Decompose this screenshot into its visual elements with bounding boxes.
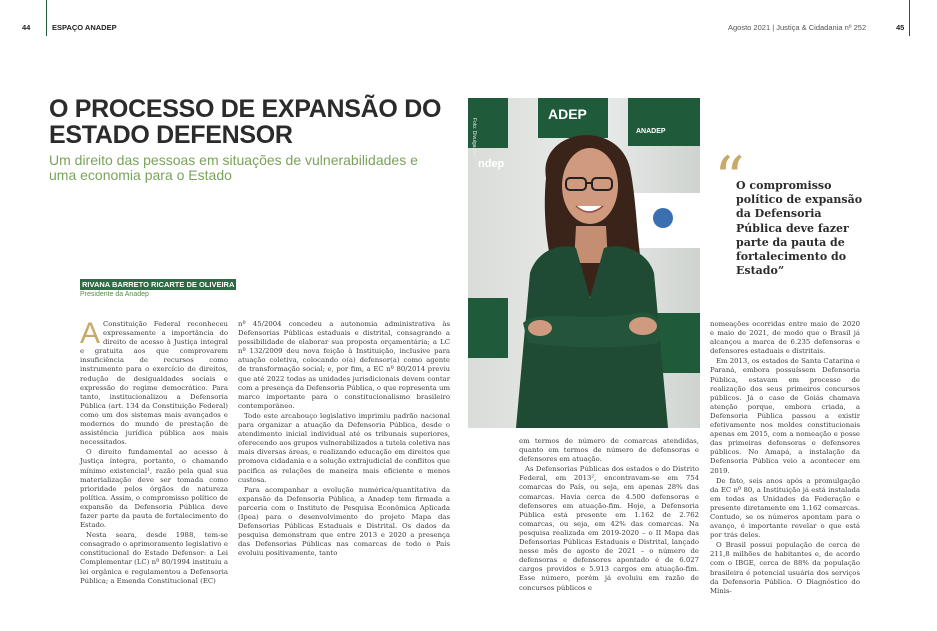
issue-info: Agosto 2021 | Justiça & Cidadania nº 252 (728, 23, 867, 32)
header-rule-left (46, 0, 47, 36)
article-subtitle: Um direito das pessoas em situações de vulnerabilidades e uma economia para o Estado (49, 152, 418, 183)
paragraph: O direito fundamental ao acesso à Justiça íntegra, portanto, o chamando mínimo existencial¹, razão pela qual sua materialização deve ser tomada como prioridade pelos órgãos de natureza política. Assim, o compromisso político de expansão da Defensoria Pública deve fazer parte da pauta de fortalecimento do Estado. (80, 448, 228, 530)
paragraph: nº 45/2004 concedeu a autonomia administrativa às Defensorias Públicas estaduais e distrital, consagrando a possibilidade de elaborar sua proposta orçamentária; a LC nº 132/2009 deu nova feição à Instituição, inclusive para atuação coletiva, colocando o(a) defensor(a) como agente de transformação social; e, por fim, a EC nº 80/2014 previu que até 2022 todas as unidades jurisdicionais devem contar com a presença da Defensoria Pública, o que representa um marco importante para o constitucionalismo brasileiro contemporâneo. (238, 320, 450, 410)
pull-quote: O compromisso político de expansão da Defensoria Pública deve fazer parte da pauta de fortalecimento do Estado” (736, 179, 863, 278)
text-column-1 (80, 317, 228, 587)
paragraph: Em 2013, os estados de Santa Catarina e Paraná, embora possuíssem Defensoria Pública, estavam em processo de realização dos seus primeiros concursos públicos. Já o caso de Goiás chamava atenção porque, embora criada, a Defensoria Pública passou a existir efetivamente nos moldes constitucionais apenas em 2015, com a nomeação e posse das primeiras defensoras e defensores públicos. No Amapá, a instalação da Defensoria Pública veio a acontecer em 2019. (710, 357, 860, 475)
photo-credit: Foto: Divulgação (471, 118, 477, 156)
backdrop-banner: ADEP (548, 106, 587, 122)
paragraph: O Brasil possui população de cerca de 211,8 milhões de habitantes e, de acordo com o IBGE, cerca de 88% da população brasileira é potencial usuária dos serviços da Defensoria Pública. O Diagnóstico do Minis- (710, 541, 860, 595)
page-number-right: 45 (896, 23, 905, 32)
paragraph: Todo este arcabouço legislativo imprimiu padrão nacional para organizar a atuação da Defensoria Pública, desde o atendimento inicial individual até os tribunais superiores, oferecendo aos grupos vulnerabilizados a tutela coletiva nas mais diversas áreas, e realizando educação em direitos que promova cidadania e a solução extrajudicial de conflitos que pacifica as relações de maneira mais eficiente e menos custosa. (238, 411, 450, 484)
quote-mark-icon: “ (714, 144, 745, 214)
paragraph: em termos de número de comarcas atendidas, quanto em termos de número de defensoras e defensores em atuação. (519, 437, 699, 464)
section-label: ESPAÇO ANADEP (52, 23, 117, 32)
author-name: RIVANA BARRETO RICARTE DE OLIVEIRA (82, 280, 235, 289)
paragraph: De fato, seis anos após a promulgação da EC nº 80, a Instituição já está instalada em todas as Unidades da Federação e presente diretamente em 1.162 comarcas. Contudo, se os números apontam para o avanço, é importante revelar o que está por trás deles. (710, 476, 860, 540)
page-number-left: 44 (22, 23, 31, 32)
backdrop-banner-side: ANADEP (636, 128, 666, 135)
article-title: O PROCESSO DE EXPANSÃO DO ESTADO DEFENSOR (49, 95, 442, 149)
paragraph: nomeações ocorridas entre maio de 2020 e maio de 2021, de modo que o Brasil já alcançou a marca de 6.235 defensoras e defensores estaduais e distritais. (710, 320, 860, 356)
drop-cap: A (80, 317, 101, 350)
paragraph: As Defensorias Públicas dos estados e do Distrito Federal, em 2013², encontravam-se em 754 comarcas do País, ou seja, em apenas 28% das comarcas. Havia cerca de 4.500 defensoras e defensores em atuação-fim. Hoje, a Defensoria Pública está presente em 1.162 de 2.762 comarcas, ou seja, em 42% das comarcas. Na pesquisa realizada em 2019-2020 – o II Mapa das Defensorias Públicas Estaduais e Distrital, lançado nesse mês de agosto de 2021 – o número de defensoras e defensores apontado é de 6.027 cargos providos e 5.913 cargos em atuação-fim. Esse número, porém já evoluiu em razão de concursos públicos e (519, 465, 699, 592)
header-rule-right (909, 0, 910, 36)
author-role: Presidente da Anadep (80, 291, 149, 298)
text-column-4 (710, 320, 860, 597)
paragraph: Nesta seara, desde 1988, tem-se consagrado o aprimoramento legislativo e constitucional do Estado Defensor: a Lei Complementar (LC) nº 80/1994 instituiu a lei orgânica e regulamentou a Defensoria Pública; a Emenda Constitucional (EC) (80, 531, 228, 585)
author-photo (468, 98, 700, 428)
backdrop-banner-left: ndep (478, 158, 505, 170)
portrait-illustration (468, 98, 700, 428)
paragraph: Constituição Federal reconheceu expressamente a importância do direito de acesso à Justiça integral e gratuita aos que comprovarem insuficiência de recursos como instrumento para o exercício de direitos, redução de desigualdades sociais e expressão do regime democrático. Para tanto, institucionalizou a Defensoria Pública (art. 134 da Constituição Federal) como um dos sistemas mais avançados e modernos do mundo de prestação de assistência jurídica pública aos mais necessitados. (80, 320, 228, 447)
text-column-3 (519, 437, 699, 594)
text-column-2 (238, 320, 450, 559)
paragraph: Para acompanhar a evolução numérica/quantitativa da expansão da Defensoria Pública, a Anadep tem firmada a parceria com o Instituto de Pesquisa Econômica Aplicada (Ipea) para o desenvolvimento do projeto Mapa das Defensorias Públicas Estaduais e Distrital. Os dados da pesquisa demonstram que entre 2013 e 2020 a presença das Defensorias Públicas nas comarcas de todo o País evoluiu positivamente, tanto (238, 485, 450, 558)
